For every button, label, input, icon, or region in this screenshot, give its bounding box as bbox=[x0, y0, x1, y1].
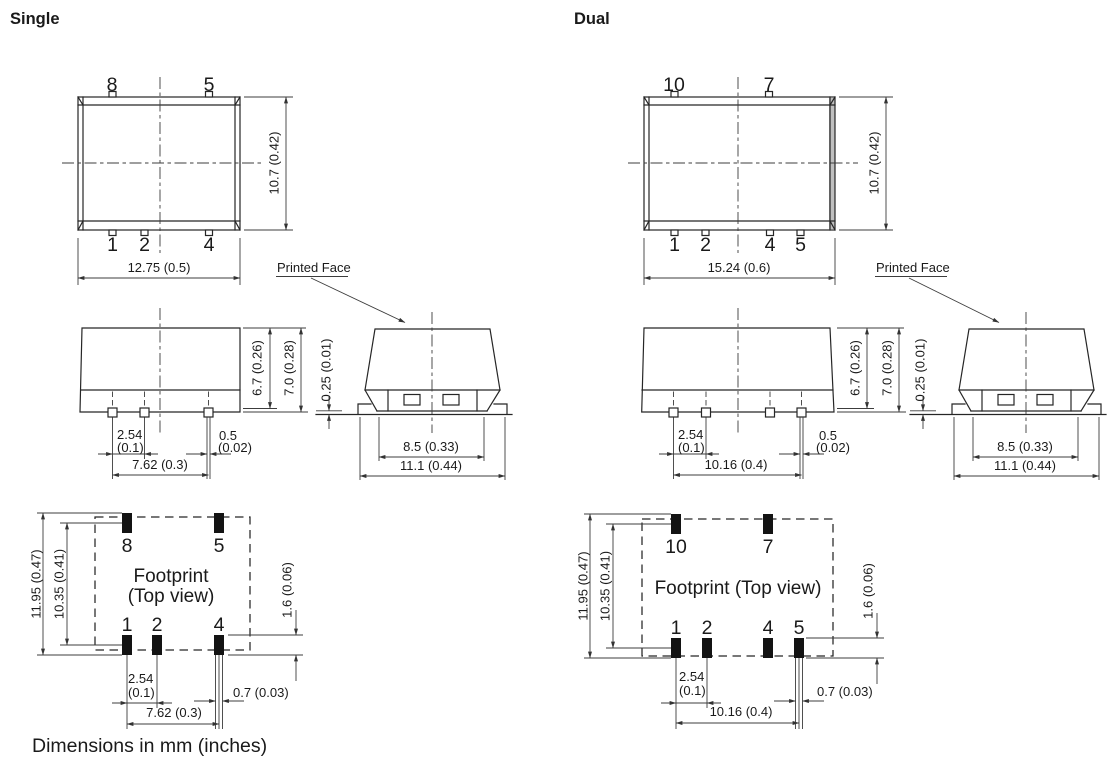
dual-top-pin1-label: 1 bbox=[669, 234, 680, 256]
single-top-pin4-label: 4 bbox=[203, 234, 215, 256]
dual-face-view bbox=[875, 260, 1106, 480]
single-fp-pad-len-dim: 1.6 (0.06) bbox=[279, 562, 295, 618]
single-face-view bbox=[276, 260, 512, 480]
dual-fp-pin1-label: 1 bbox=[670, 617, 682, 639]
dual-top-view bbox=[628, 74, 893, 285]
single-top-pin1-label: 1 bbox=[107, 234, 118, 256]
single-face-standoff-dim: 0.25 (0.01) bbox=[318, 338, 334, 402]
dual-face-inner-width-dim: 8.5 (0.33) bbox=[997, 439, 1053, 454]
single-fp-pad-2 bbox=[152, 635, 162, 655]
dual-face-standoff-dim: 0.25 (0.01) bbox=[912, 338, 928, 402]
dual-side-pitch-mm: 2.54 bbox=[678, 427, 704, 442]
dual-top-width-dim: 15.24 (0.6) bbox=[707, 260, 771, 275]
dual-printed-face-label: Printed Face bbox=[876, 260, 950, 275]
single-fp-pitch-mm: 2.54 bbox=[128, 671, 154, 686]
dual-top-pin5-label: 5 bbox=[795, 234, 806, 256]
single-fp-inner-height-dim: 10.35 (0.41) bbox=[51, 548, 67, 620]
dual-face-outer-width-dim: 11.1 (0.44) bbox=[994, 458, 1056, 473]
dual-side-body-height-dim: 6.7 (0.26) bbox=[847, 340, 863, 396]
single-fp-pad-5 bbox=[214, 513, 224, 533]
dual-top-pin10-label: 10 bbox=[663, 74, 685, 96]
single-side-pin1 bbox=[108, 408, 117, 417]
dual-face-slot-right bbox=[1037, 395, 1053, 406]
single-side-pinw-in: (0.02) bbox=[218, 440, 252, 455]
dual-fp-pitch-mm: 2.54 bbox=[679, 669, 705, 684]
single-fp-span-dim: 7.62 (0.3) bbox=[146, 705, 202, 720]
dual-footprint-view bbox=[576, 514, 885, 729]
dual-fp-span-dim: 10.16 (0.4) bbox=[709, 704, 773, 719]
dual-side-total-height-dim: 7.0 (0.28) bbox=[879, 340, 895, 396]
dual-fp-pad-w-dim: 0.7 (0.03) bbox=[817, 684, 873, 699]
single-title: Single bbox=[10, 10, 60, 28]
dual-fp-pin5-label: 5 bbox=[793, 617, 805, 639]
dual-fp-outer-height-dim: 11.95 (0.47) bbox=[575, 551, 591, 621]
dual-side-pitch-in: (0.1) bbox=[678, 440, 705, 455]
single-fp-pad-4 bbox=[214, 635, 224, 655]
dual-side-view bbox=[642, 308, 906, 479]
dual-fp-pin2-label: 2 bbox=[701, 617, 713, 639]
single-fp-outer-height-dim: 11.95 (0.47) bbox=[28, 549, 44, 619]
single-printed-face-label: Printed Face bbox=[277, 260, 351, 275]
dual-fp-pad-7 bbox=[763, 514, 773, 534]
single-fp-pin8-label: 8 bbox=[121, 535, 133, 557]
dual-fp-inner-height-dim: 10.35 (0.41) bbox=[597, 550, 613, 622]
dual-fp-pad-4 bbox=[763, 638, 773, 658]
single-side-pin2 bbox=[140, 408, 149, 417]
single-fp-pin4-label: 4 bbox=[213, 614, 225, 636]
single-top-width-dim: 12.75 (0.5) bbox=[127, 260, 191, 275]
dimensions-footnote: Dimensions in mm (inches) bbox=[32, 735, 268, 757]
single-side-total-height-dim: 7.0 (0.28) bbox=[281, 340, 297, 396]
dual-top-height-dim: 10.7 (0.42) bbox=[866, 131, 882, 195]
dual-fp-pad-10 bbox=[671, 514, 681, 534]
single-top-pin5-label: 5 bbox=[203, 74, 215, 96]
dual-fp-pitch-in: (0.1) bbox=[679, 683, 706, 698]
dual-top-pin2-label: 2 bbox=[700, 234, 711, 256]
single-face-inner-width-dim: 8.5 (0.33) bbox=[403, 439, 459, 454]
single-face-slot-right bbox=[443, 395, 459, 406]
single-side-pin4 bbox=[204, 408, 213, 417]
single-face-slot-left bbox=[404, 395, 420, 406]
dual-top-pin4-label: 4 bbox=[764, 234, 776, 256]
dual-side-pinw-in: (0.02) bbox=[816, 440, 850, 455]
single-top-height-dim: 10.7 (0.42) bbox=[266, 131, 282, 195]
dual-side-pin1 bbox=[669, 408, 678, 417]
single-fp-pin5-label: 5 bbox=[213, 535, 225, 557]
dual-face-slot-left bbox=[998, 395, 1014, 406]
single-top-pin8-label: 8 bbox=[106, 74, 118, 96]
dual-fp-pad-1 bbox=[671, 638, 681, 658]
dual-fp-pad-5 bbox=[794, 638, 804, 658]
single-fp-pad-8 bbox=[122, 513, 132, 533]
dual-side-pin2 bbox=[702, 408, 711, 417]
dual-side-pin4 bbox=[766, 408, 775, 417]
single-fp-pad-1 bbox=[122, 635, 132, 655]
single-top-view bbox=[62, 74, 293, 285]
dual-fp-pin4-label: 4 bbox=[762, 617, 774, 639]
single-face-outer-width-dim: 11.1 (0.44) bbox=[400, 458, 462, 473]
dual-fp-label: Footprint (Top view) bbox=[654, 578, 822, 599]
single-fp-label-line2: (Top view) bbox=[127, 586, 215, 607]
dual-side-span-dim: 10.16 (0.4) bbox=[704, 457, 768, 472]
dual-side-pinw-mm: 0.5 bbox=[818, 428, 838, 443]
single-fp-pin1-label: 1 bbox=[121, 614, 133, 636]
single-side-span-dim: 7.62 (0.3) bbox=[132, 457, 188, 472]
single-top-pin2-label: 2 bbox=[139, 234, 150, 256]
dual-side-pin5 bbox=[797, 408, 806, 417]
dual-title: Dual bbox=[574, 10, 610, 28]
single-fp-label-line1: Footprint bbox=[133, 566, 209, 587]
single-side-body-height-dim: 6.7 (0.26) bbox=[249, 340, 265, 396]
single-fp-pitch-in: (0.1) bbox=[128, 685, 155, 700]
single-side-pitch-in: (0.1) bbox=[117, 440, 144, 455]
single-footprint-view bbox=[29, 513, 304, 729]
single-side-pitch-mm: 2.54 bbox=[117, 427, 143, 442]
dual-fp-pad-len-dim: 1.6 (0.06) bbox=[860, 563, 876, 619]
dual-top-pin7-label: 7 bbox=[763, 74, 775, 96]
dual-fp-pin10-label: 10 bbox=[665, 536, 687, 558]
dual-fp-pin7-label: 7 bbox=[762, 536, 774, 558]
dual-fp-pad-2 bbox=[702, 638, 712, 658]
single-fp-pin2-label: 2 bbox=[151, 614, 163, 636]
single-side-pinw-mm: 0.5 bbox=[218, 428, 238, 443]
single-side-view bbox=[80, 308, 308, 479]
single-fp-pad-w-dim: 0.7 (0.03) bbox=[233, 685, 289, 700]
